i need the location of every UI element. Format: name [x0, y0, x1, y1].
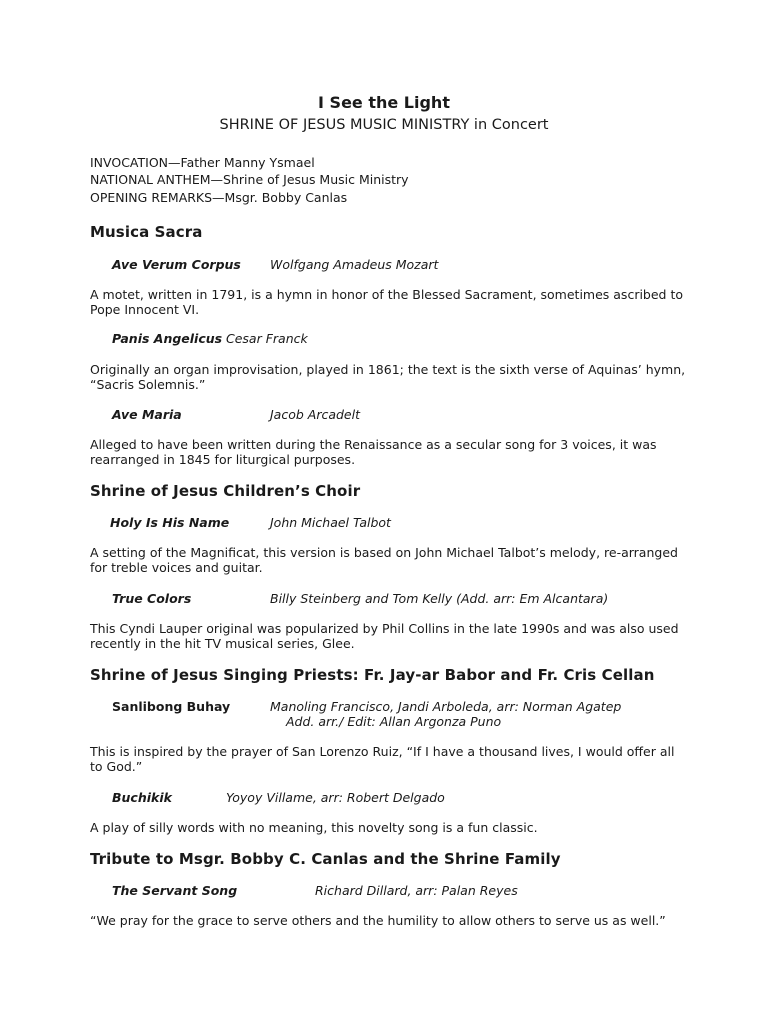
piece-composer: Billy Steinberg and Tom Kelly (Add. arr: Em Alcantara)	[270, 591, 609, 606]
piece-title: Holy Is His Name	[110, 515, 230, 530]
piece-description: “We pray for the grace to serve others and the humility to allow others to serve us as well.”	[90, 913, 666, 928]
piece-title: The Servant Song	[112, 883, 238, 898]
piece-description: Alleged to have been written during the Renaissance as a secular song for 3 voices, it was rearranged in 1845 for liturgical purposes.	[90, 437, 657, 467]
piece-composer: Jacob Arcadelt	[270, 407, 360, 422]
opening-remarks-line: OPENING REMARKS—Msgr. Bobby Canlas	[90, 190, 348, 205]
piece-description: A play of silly words with no meaning, this novelty song is a fun classic.	[90, 820, 538, 835]
section-heading: Shrine of Jesus Children’s Choir	[90, 482, 361, 500]
piece-title: Ave Maria	[112, 407, 182, 422]
concert-subtitle: SHRINE OF JESUS MUSIC MINISTRY in Concert	[219, 117, 549, 133]
concert-title: I See the Light	[318, 93, 450, 112]
piece-title: Ave Verum Corpus	[112, 257, 241, 272]
piece-title: True Colors	[112, 591, 192, 606]
piece-composer: Richard Dillard, arr: Palan Reyes	[315, 883, 518, 898]
piece-description: This is inspired by the prayer of San Lorenzo Ruiz, “If I have a thousand lives, I would offer all to God.”	[90, 744, 675, 774]
piece-description: This Cyndi Lauper original was popularized by Phil Collins in the late 1990s and was also used recently in the hit TV musical series, Glee.	[90, 621, 679, 651]
piece-description: A motet, written in 1791, is a hymn in honor of the Blessed Sacrament, sometimes ascribed to Pope Innocent VI.	[90, 287, 684, 317]
piece-title: Buchikik	[112, 790, 172, 805]
piece-description: Originally an organ improvisation, played in 1861; the text is the sixth verse of Aquinas’ hymn, “Sacris Solemnis.”	[90, 362, 686, 392]
piece-composer: Manoling Francisco, Jandi Arboleda, arr: Norman Agatep	[270, 699, 622, 714]
section-heading: Shrine of Jesus Singing Priests: Fr. Jay-ar Babor and Fr. Cris Cellan	[90, 666, 655, 684]
piece-composer: Yoyoy Villame, arr: Robert Delgado	[226, 790, 445, 805]
piece-title: Sanlibong Buhay	[112, 699, 231, 714]
national-anthem-line: NATIONAL ANTHEM—Shrine of Jesus Music Ministry	[90, 172, 409, 187]
piece-description: A setting of the Magnificat, this version is based on John Michael Talbot’s melody, re-arranged for treble voices and guitar.	[90, 545, 678, 575]
section-heading: Musica Sacra	[90, 223, 203, 241]
piece-title: Panis Angelicus	[112, 331, 223, 346]
piece-arranger: Add. arr./ Edit: Allan Argonza Puno	[286, 714, 502, 729]
section-heading: Tribute to Msgr. Bobby C. Canlas and the Shrine Family	[90, 850, 561, 868]
piece-composer: Cesar Franck	[226, 331, 308, 346]
invocation-line: INVOCATION—Father Manny Ysmael	[90, 155, 315, 170]
piece-composer: Wolfgang Amadeus Mozart	[270, 257, 439, 272]
piece-composer: John Michael Talbot	[270, 515, 391, 530]
